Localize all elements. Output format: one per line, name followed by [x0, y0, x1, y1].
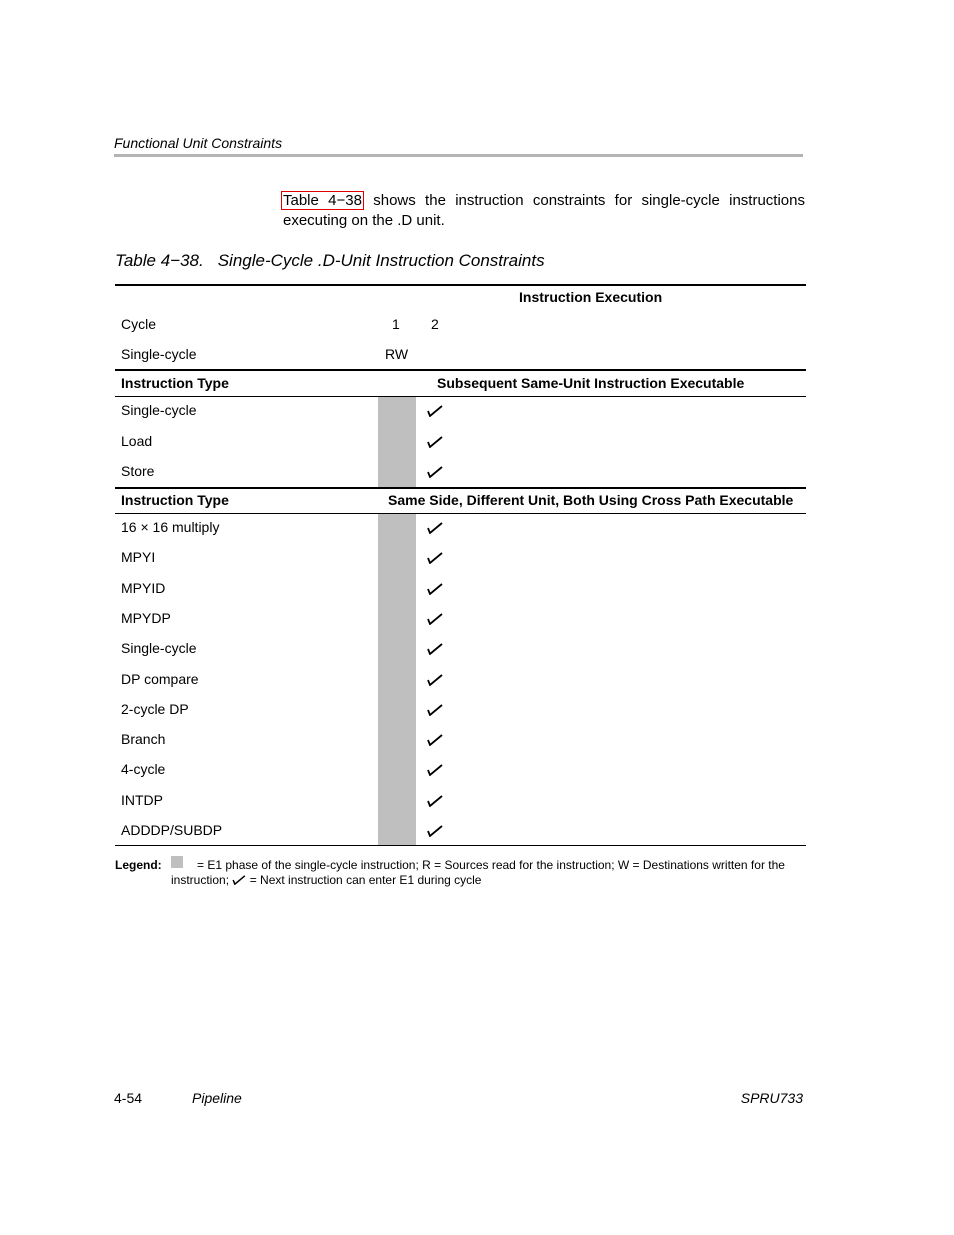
section1-e1-column	[378, 397, 416, 487]
check-mark-icon	[427, 764, 443, 776]
section2-row-label: 2-cycle DP	[121, 700, 189, 717]
table-title: Single-Cycle .D-Unit Instruction Constraints	[217, 251, 545, 270]
check-mark-icon	[427, 734, 443, 746]
check-mark-icon	[427, 795, 443, 807]
section2-row-label: DP compare	[121, 670, 199, 687]
table-reference-link[interactable]: Table 4−38	[283, 192, 362, 209]
section2-row-label: MPYI	[121, 549, 156, 566]
check-mark-icon	[427, 436, 443, 448]
section1-type-header: Instruction Type	[121, 375, 229, 391]
check-mark-icon	[427, 704, 443, 716]
check-mark-icon	[427, 674, 443, 686]
footer-page-number: 4-54	[114, 1090, 143, 1106]
footer-chapter: Pipeline	[192, 1090, 242, 1106]
section2-e1-column	[378, 514, 416, 845]
section1-row-label: Single-cycle	[121, 402, 197, 418]
exec-header: Instruction Execution	[519, 289, 663, 305]
section2-row-label: Single-cycle	[121, 640, 197, 657]
section2-row-label: ADDDP/SUBDP	[121, 822, 223, 838]
single-cycle-label: Single-cycle	[121, 346, 197, 362]
cycle-1: 1	[392, 316, 400, 332]
section2-top-rule	[115, 487, 806, 489]
section2-type-header: Instruction Type	[121, 492, 229, 508]
intro-paragraph	[283, 191, 805, 231]
check-mark-icon	[427, 825, 443, 837]
intro-text: shows the instruction constraints for single-cycle instructions executing on the .D unit.	[283, 192, 805, 229]
check-mark-icon	[427, 552, 443, 564]
section1-row-label: Load	[121, 432, 153, 449]
check-mark-icon	[427, 613, 443, 625]
check-mark-icon	[427, 522, 443, 534]
section2-row-label: MPYID	[121, 579, 166, 596]
table-top-rule	[115, 284, 806, 286]
legend-line2-b: = Next instruction can enter E1 during cycle	[246, 873, 482, 887]
section1-exec-header: Subsequent Same-Unit Instruction Executable	[437, 375, 745, 391]
section2-row-label: 16 × 16 multiply	[121, 519, 220, 535]
section1-header-rule	[115, 396, 806, 397]
section2-exec-header: Same Side, Different Unit, Both Using Cross Path Executable	[388, 492, 794, 508]
legend-line2-a: instruction;	[171, 873, 233, 887]
check-mark-icon	[427, 466, 443, 478]
check-mark-icon	[427, 405, 443, 417]
section2-row-label: Branch	[121, 731, 166, 748]
table-number: Table 4−38.	[115, 251, 204, 270]
section2-row-label: 4-cycle	[121, 761, 166, 778]
legend-swatch	[171, 856, 183, 868]
section1-top-rule	[115, 369, 806, 371]
legend-line1: = E1 phase of the single-cycle instruction; R = Sources read for the instruction; W = Destinations written for the	[197, 858, 785, 872]
section2-row-label: INTDP	[121, 791, 163, 808]
legend-line2	[171, 873, 481, 888]
table-caption	[115, 251, 545, 271]
single-cycle-value: RW	[385, 346, 409, 362]
cycle-label: Cycle	[121, 316, 157, 332]
section2-row-label: MPYDP	[121, 609, 171, 626]
check-mark-icon	[427, 643, 443, 655]
footer-doc-id: SPRU733	[740, 1090, 803, 1106]
section2-header-rule	[115, 513, 806, 514]
check-mark-icon	[427, 583, 443, 595]
legend-label: Legend:	[115, 858, 162, 872]
section1-row-label: Store	[121, 463, 155, 479]
header-rule	[114, 154, 803, 157]
check-mark-icon	[232, 875, 246, 885]
table-bottom-rule	[115, 845, 806, 846]
cycle-2: 2	[431, 316, 439, 332]
running-header: Functional Unit Constraints	[114, 135, 283, 151]
